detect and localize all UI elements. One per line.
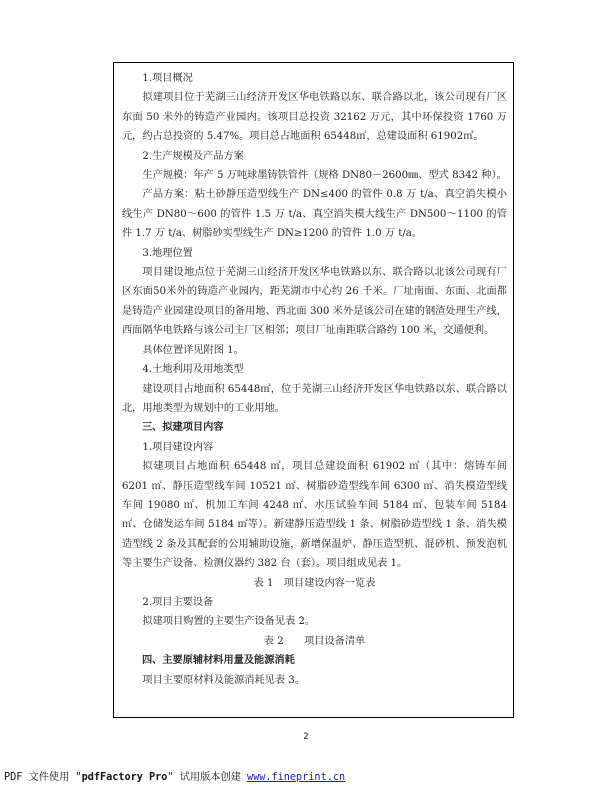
materials-text: 项目主要原材料及能源消耗见表 3。 xyxy=(142,674,305,686)
table-1-caption: 表 1 项目建设内容一览表 xyxy=(253,577,376,589)
section-2-heading: 2.生产规模及产品方案 xyxy=(142,150,244,162)
footer-prefix: PDF 文件使用 " xyxy=(4,772,82,783)
product-plan-text: 产品方案：粘土砂静压造型线生产 DN≤400 的管件 0.8 万 t/a、真空消失模小线生产 DN80～600 的管件 1.5 万 t/a、真空消失模大线生产 DN500～1100 的管件 1.7 万 t/a、树脂砂实型线生产 DN≥1200 的管件 1.0 万 t/a。 xyxy=(122,189,507,240)
construction-content-heading: 1.项目建设内容 xyxy=(142,441,214,453)
footer-link[interactable]: www.fineprint.cn xyxy=(246,772,346,783)
section-3-heading: 3.地理位置 xyxy=(142,247,193,259)
construction-content-text: 拟建项目占地面积 65448 ㎡，项目总建设面积 61902 ㎡（其中：熔铸车间 6201 ㎡、静压造型线车间 10521 ㎡、树脂砂造型线车间 6300 ㎡、消失模造型线车间 19080 ㎡、机加工车间 4248 ㎡、水压试验车间 5184 ㎡、包装车间 5184 ㎡、仓储发运车间 5184 ㎡等）。新建静压造型线 1 条、树脂砂造型线 1 条、消失模造型线 2 条及其配套的公用辅助设施，新增保温炉、静压造型机、混砂机、预发泡机等主要生产设备、检测仪器约 382 台（套）。项目组成见表 1。 xyxy=(122,461,507,570)
production-scale-text: 生产规模：年产 5 万吨球墨铸铁管件（规格 DN80－2600㎜、型式 8342 种）。 xyxy=(142,170,507,182)
footer-middle: " 试用版本创建 xyxy=(167,772,247,783)
part-4-heading: 四、主要原辅材料用量及能源消耗 xyxy=(142,655,295,667)
content-frame xyxy=(113,62,514,718)
document-body xyxy=(122,69,507,690)
part-3-heading: 三、拟建项目内容 xyxy=(142,422,224,434)
location-map-reference: 具体位置详见附图 1。 xyxy=(142,344,244,356)
table-2-caption: 表 2 项目设备清单 xyxy=(263,635,366,647)
section-1-text: 拟建项目位于芜湖三山经济开发区华电铁路以东、联合路以北，该公司现有厂区东面 50 米外的铸造产业园内。该项目总投资 32162 万元，其中环保投资 1760 万元，约占总投资的 5.47%。项目总占地面积 65448㎡，总建设面积 61902㎡。 xyxy=(122,92,507,143)
equipment-heading: 2.项目主要设备 xyxy=(142,596,214,608)
section-4-heading: 4.土地利用及用地类型 xyxy=(142,364,244,376)
location-text: 项目建设地点位于芜湖三山经济开发区华电铁路以东、联合路以北该公司现有厂区东面50米外的铸造产业园内，距芜湖市中心约 26 千米。厂址南面、东面、北面都是铸造产业园建设项目的备用地、西北面 300 米外是该公司在建的钢渣处理生产线，西面隔华电铁路与该公司主厂区相邻；项目厂址南距联合路约 100 米，交通便利。 xyxy=(122,267,507,337)
page-number: 2 xyxy=(303,732,309,742)
equipment-text: 拟建项目购置的主要生产设备见表 2。 xyxy=(142,616,316,628)
footer-brand: pdfFactory Pro xyxy=(81,772,168,783)
land-use-text: 建设项目占地面积 65448㎡，位于芜湖三山经济开发区华电铁路以东、联合路以北，用地类型为规划中的工业用地。 xyxy=(122,383,507,414)
pdf-footer xyxy=(4,768,345,783)
section-1-heading: 1.项目概况 xyxy=(142,73,193,84)
